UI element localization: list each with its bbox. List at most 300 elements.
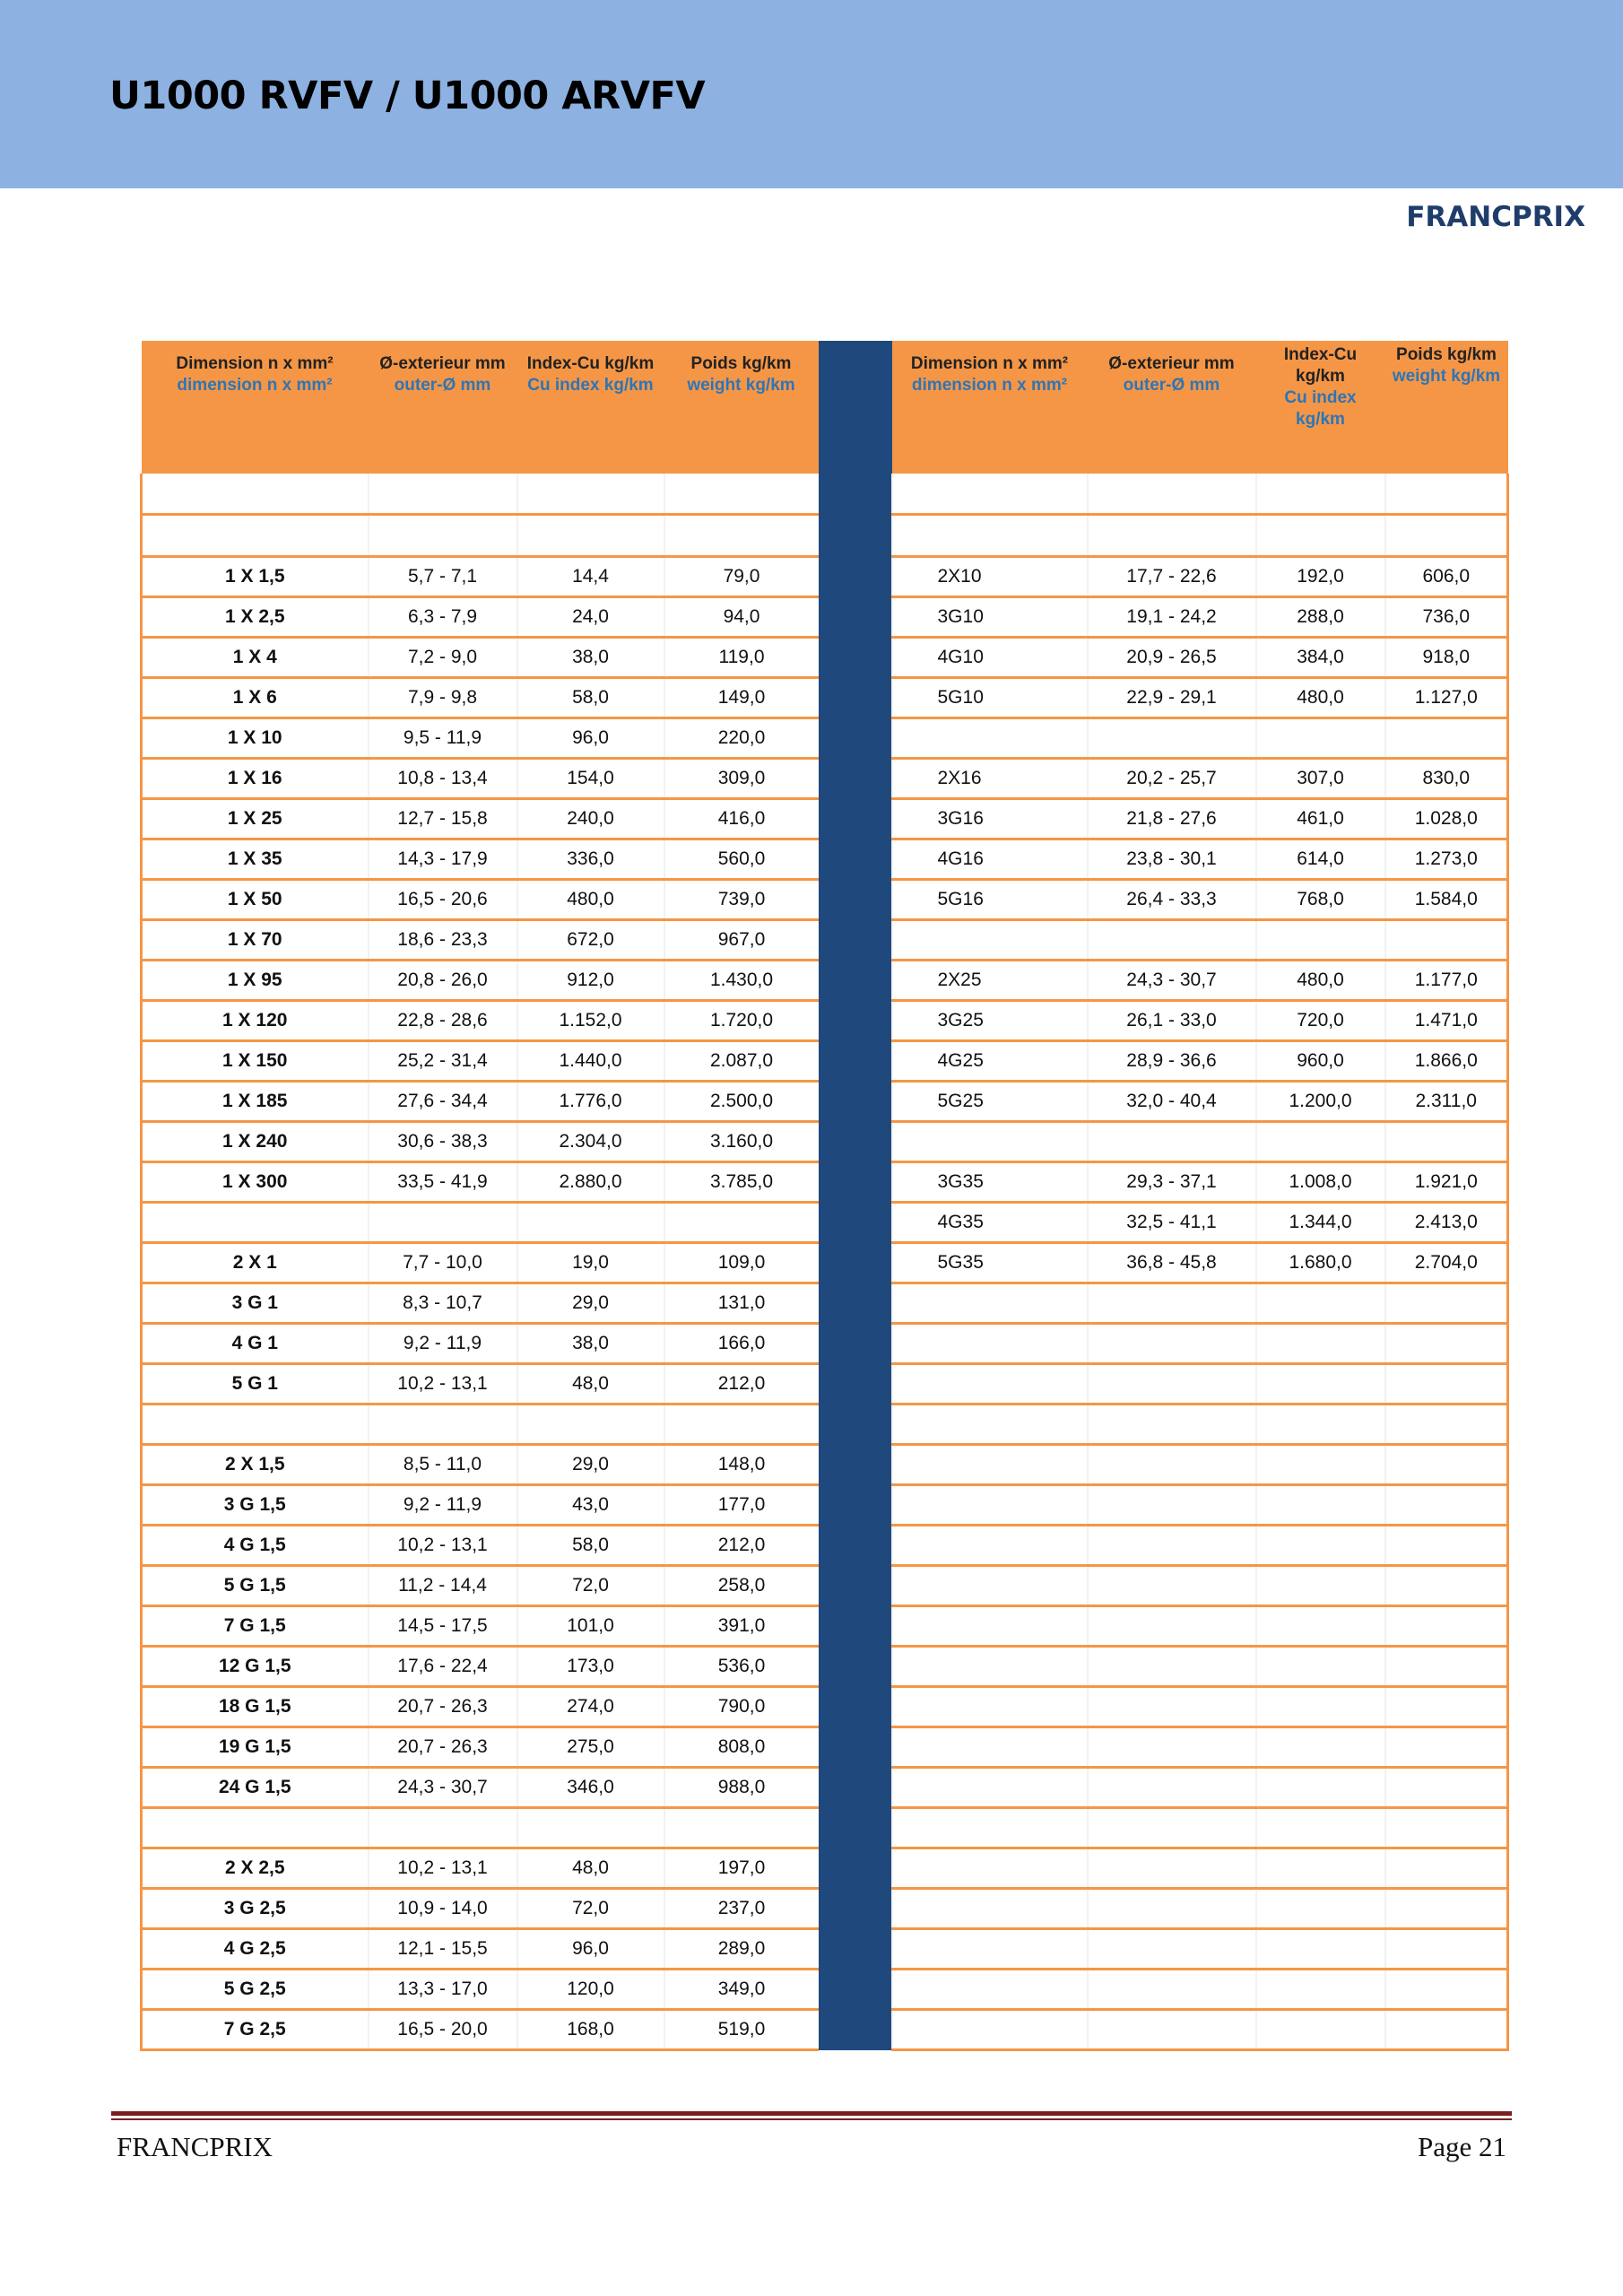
column-separator-cell [819, 1405, 892, 1445]
cell-cu-index: 275,0 [517, 1727, 664, 1768]
cell-outer-diameter-right [1088, 1566, 1256, 1606]
cell-weight-right [1385, 1889, 1508, 1929]
cell-outer-diameter: 24,3 - 30,7 [369, 1768, 517, 1808]
cell-cu-index-right: 480,0 [1256, 961, 1385, 1001]
cell-dimension: 1 X 50 [142, 880, 369, 920]
cell-dimension-right [892, 1485, 1088, 1526]
table-row [142, 1566, 1508, 1606]
cell-dimension-right [892, 1889, 1088, 1929]
column-separator-cell [819, 1041, 892, 1082]
cell-outer-diameter: 11,2 - 14,4 [369, 1566, 517, 1606]
cell-cu-index-right: 192,0 [1256, 557, 1385, 597]
cell-cu-index-right: 288,0 [1256, 597, 1385, 638]
cell-cu-index-right: 614,0 [1256, 839, 1385, 880]
cell-outer-diameter: 9,5 - 11,9 [369, 718, 517, 759]
cell-cu-index: 72,0 [517, 1889, 664, 1929]
table-row [142, 1889, 1508, 1929]
cell-dimension-right [892, 1122, 1088, 1162]
column-separator-cell [819, 1082, 892, 1122]
cell-dimension-right: 4G35 [892, 1203, 1088, 1243]
footer-brand: FRANCPRIX [117, 2131, 273, 2162]
cable-spec-table [140, 341, 1509, 2051]
cell-dimension-right [892, 1647, 1088, 1687]
column-separator-cell [819, 1203, 892, 1243]
column-separator-cell [819, 1243, 892, 1283]
cell-dimension: 2 X 2,5 [142, 1848, 369, 1889]
cell-dimension-right [892, 1687, 1088, 1727]
cell-cu-index: 274,0 [517, 1687, 664, 1727]
cell-dimension-right: 3G10 [892, 597, 1088, 638]
cell-outer-diameter-right [1088, 1647, 1256, 1687]
cell-cu-index-right: 1.008,0 [1256, 1162, 1385, 1203]
cell-cu-index: 72,0 [517, 1566, 664, 1606]
header-cu-index-right [1256, 341, 1385, 474]
cell-outer-diameter-right [1088, 1929, 1256, 1970]
cell-dimension-right [892, 1929, 1088, 1970]
cell-cu-index: 120,0 [517, 1970, 664, 2010]
cell-outer-diameter [369, 1808, 517, 1848]
header-dimension-en: dimension n x mm² [177, 376, 333, 395]
cell-cu-index [517, 1203, 664, 1243]
cell-outer-diameter: 25,2 - 31,4 [369, 1041, 517, 1082]
cell-cu-index: 1.152,0 [517, 1001, 664, 1041]
table-row [142, 1526, 1508, 1566]
column-separator-cell [819, 799, 892, 839]
cell-outer-diameter: 22,8 - 28,6 [369, 1001, 517, 1041]
cell-weight-right: 1.127,0 [1385, 678, 1508, 718]
cell-dimension [142, 1203, 369, 1243]
header-outer-diameter-fr: Ø-exterieur mm [379, 354, 506, 373]
cell-outer-diameter-right: 24,3 - 30,7 [1088, 961, 1256, 1001]
column-separator-cell [819, 515, 892, 557]
cell-weight: 560,0 [664, 839, 819, 880]
cell-cu-index-right [1256, 1929, 1385, 1970]
table-row [142, 515, 1508, 557]
cell-cu-index-right: 1.344,0 [1256, 1203, 1385, 1243]
header-outer-diameter-en: outer-Ø mm [394, 376, 491, 395]
cell-outer-diameter-right [1088, 474, 1256, 515]
cell-weight-right [1385, 2010, 1508, 2050]
cell-outer-diameter-right: 20,2 - 25,7 [1088, 759, 1256, 799]
cell-outer-diameter-right [1088, 1283, 1256, 1324]
cell-dimension-right [892, 718, 1088, 759]
cell-weight: 177,0 [664, 1485, 819, 1526]
cell-outer-diameter: 10,2 - 13,1 [369, 1364, 517, 1405]
cell-outer-diameter-right [1088, 718, 1256, 759]
cell-dimension-right [892, 1445, 1088, 1485]
cell-outer-diameter-right [1088, 1122, 1256, 1162]
table-row [142, 1929, 1508, 1970]
table-row [142, 557, 1508, 597]
cell-weight: 739,0 [664, 880, 819, 920]
table-row [142, 1324, 1508, 1364]
column-separator-cell [819, 1970, 892, 2010]
table-row [142, 920, 1508, 961]
table-row [142, 839, 1508, 880]
cell-outer-diameter: 18,6 - 23,3 [369, 920, 517, 961]
cell-weight: 808,0 [664, 1727, 819, 1768]
cell-weight: 967,0 [664, 920, 819, 961]
cell-outer-diameter-right [1088, 515, 1256, 557]
cell-weight: 289,0 [664, 1929, 819, 1970]
cell-outer-diameter: 6,3 - 7,9 [369, 597, 517, 638]
column-separator-cell [819, 1283, 892, 1324]
cell-outer-diameter: 10,2 - 13,1 [369, 1526, 517, 1566]
cell-weight-right: 606,0 [1385, 557, 1508, 597]
cell-outer-diameter: 20,7 - 26,3 [369, 1687, 517, 1727]
cell-dimension: 19 G 1,5 [142, 1727, 369, 1768]
footer-rule-thin [111, 2118, 1512, 2120]
column-separator-cell [819, 678, 892, 718]
cell-dimension: 3 G 1 [142, 1283, 369, 1324]
table-body [142, 474, 1508, 2050]
cell-cu-index-right: 480,0 [1256, 678, 1385, 718]
cell-cu-index: 2.880,0 [517, 1162, 664, 1203]
cell-weight-right: 1.866,0 [1385, 1041, 1508, 1082]
cell-outer-diameter: 14,5 - 17,5 [369, 1606, 517, 1647]
cell-weight: 536,0 [664, 1647, 819, 1687]
cell-outer-diameter-right: 20,9 - 26,5 [1088, 638, 1256, 678]
cell-dimension [142, 1808, 369, 1848]
header-cu-index-right-en: Cu index kg/km [1284, 388, 1357, 429]
cell-weight-right [1385, 515, 1508, 557]
cell-cu-index: 1.776,0 [517, 1082, 664, 1122]
column-separator-cell [819, 557, 892, 597]
cell-dimension: 1 X 120 [142, 1001, 369, 1041]
column-separator-cell [819, 1445, 892, 1485]
cell-weight-right [1385, 1122, 1508, 1162]
cell-weight-right: 918,0 [1385, 638, 1508, 678]
cell-dimension: 3 G 1,5 [142, 1485, 369, 1526]
cell-dimension: 7 G 2,5 [142, 2010, 369, 2050]
table-row [142, 638, 1508, 678]
cell-dimension: 1 X 300 [142, 1162, 369, 1203]
cell-weight-right [1385, 1324, 1508, 1364]
cell-cu-index: 101,0 [517, 1606, 664, 1647]
cell-weight-right [1385, 1485, 1508, 1526]
cell-cu-index-right: 1.200,0 [1256, 1082, 1385, 1122]
cell-weight: 1.430,0 [664, 961, 819, 1001]
cell-dimension: 1 X 35 [142, 839, 369, 880]
cell-weight-right [1385, 1647, 1508, 1687]
cell-dimension: 2 X 1 [142, 1243, 369, 1283]
cell-dimension: 7 G 1,5 [142, 1606, 369, 1647]
header-weight-right-fr: Poids kg/km [1396, 345, 1497, 364]
cell-cu-index: 29,0 [517, 1283, 664, 1324]
column-separator-cell [819, 597, 892, 638]
cell-dimension: 1 X 240 [142, 1122, 369, 1162]
cell-cu-index-right [1256, 1485, 1385, 1526]
column-separator-cell [819, 1324, 892, 1364]
cell-outer-diameter: 9,2 - 11,9 [369, 1324, 517, 1364]
cell-dimension-right [892, 1526, 1088, 1566]
cell-cu-index: 29,0 [517, 1445, 664, 1485]
cell-weight: 131,0 [664, 1283, 819, 1324]
table-row [142, 718, 1508, 759]
cell-outer-diameter-right [1088, 1848, 1256, 1889]
cell-weight-right [1385, 1768, 1508, 1808]
cell-cu-index: 38,0 [517, 1324, 664, 1364]
column-separator-cell [819, 1687, 892, 1727]
cell-dimension-right: 4G10 [892, 638, 1088, 678]
header-weight-en: weight kg/km [687, 376, 795, 395]
cell-dimension-right: 2X25 [892, 961, 1088, 1001]
cell-cu-index: 672,0 [517, 920, 664, 961]
cell-dimension: 4 G 1 [142, 1324, 369, 1364]
column-separator-cell [819, 474, 892, 515]
table-row [142, 597, 1508, 638]
table-row [142, 1485, 1508, 1526]
table-row [142, 1162, 1508, 1203]
cell-weight-right [1385, 920, 1508, 961]
cell-outer-diameter [369, 1203, 517, 1243]
cell-outer-diameter: 16,5 - 20,0 [369, 2010, 517, 2050]
cell-outer-diameter-right [1088, 1445, 1256, 1485]
cell-weight: 109,0 [664, 1243, 819, 1283]
cell-dimension: 1 X 1,5 [142, 557, 369, 597]
cell-cu-index [517, 474, 664, 515]
cell-cu-index-right [1256, 1848, 1385, 1889]
table-row [142, 1768, 1508, 1808]
cell-dimension: 1 X 4 [142, 638, 369, 678]
cell-weight-right [1385, 1687, 1508, 1727]
cell-weight-right: 1.921,0 [1385, 1162, 1508, 1203]
table-row [142, 1687, 1508, 1727]
cell-dimension-right [892, 920, 1088, 961]
table-header-row [142, 341, 1508, 474]
cell-dimension-right: 5G25 [892, 1082, 1088, 1122]
cell-weight [664, 474, 819, 515]
cell-cu-index-right: 768,0 [1256, 880, 1385, 920]
header-outer-diameter [369, 341, 517, 474]
cell-cu-index-right [1256, 1566, 1385, 1606]
cell-outer-diameter: 20,8 - 26,0 [369, 961, 517, 1001]
cell-outer-diameter-right [1088, 1889, 1256, 1929]
cell-cu-index-right [1256, 2010, 1385, 2050]
cell-weight: 2.500,0 [664, 1082, 819, 1122]
cell-weight [664, 1808, 819, 1848]
cell-outer-diameter-right [1088, 1364, 1256, 1405]
cell-cu-index-right [1256, 1687, 1385, 1727]
cell-outer-diameter-right [1088, 1768, 1256, 1808]
cell-cu-index: 96,0 [517, 1929, 664, 1970]
column-separator [819, 341, 892, 474]
page-number: Page 21 [1417, 2131, 1506, 2162]
cell-weight: 3.160,0 [664, 1122, 819, 1162]
table-row [142, 1445, 1508, 1485]
cell-cu-index-right [1256, 920, 1385, 961]
cell-cu-index-right: 384,0 [1256, 638, 1385, 678]
cell-weight: 94,0 [664, 597, 819, 638]
cell-dimension: 1 X 2,5 [142, 597, 369, 638]
cell-weight: 258,0 [664, 1566, 819, 1606]
cell-weight: 148,0 [664, 1445, 819, 1485]
cell-weight: 197,0 [664, 1848, 819, 1889]
cell-dimension-right [892, 1970, 1088, 2010]
cell-outer-diameter-right: 28,9 - 36,6 [1088, 1041, 1256, 1082]
cell-outer-diameter-right: 17,7 - 22,6 [1088, 557, 1256, 597]
cell-dimension: 3 G 2,5 [142, 1889, 369, 1929]
cell-weight: 519,0 [664, 2010, 819, 2050]
cell-dimension: 4 G 2,5 [142, 1929, 369, 1970]
cell-weight-right [1385, 1929, 1508, 1970]
cell-cu-index: 240,0 [517, 799, 664, 839]
cell-dimension: 5 G 1,5 [142, 1566, 369, 1606]
column-separator-cell [819, 1647, 892, 1687]
cell-weight: 309,0 [664, 759, 819, 799]
cell-weight-right [1385, 1606, 1508, 1647]
header-outer-diameter-right-fr: Ø-exterieur mm [1108, 354, 1235, 373]
cell-weight-right [1385, 1445, 1508, 1485]
cell-weight-right [1385, 1566, 1508, 1606]
cell-outer-diameter: 10,8 - 13,4 [369, 759, 517, 799]
cell-outer-diameter-right: 26,4 - 33,3 [1088, 880, 1256, 920]
cell-dimension-right: 5G10 [892, 678, 1088, 718]
cell-outer-diameter-right: 29,3 - 37,1 [1088, 1162, 1256, 1203]
header-dimension-right [892, 341, 1088, 474]
table-row [142, 1647, 1508, 1687]
cell-outer-diameter: 8,5 - 11,0 [369, 1445, 517, 1485]
cell-weight-right: 830,0 [1385, 759, 1508, 799]
table-row [142, 474, 1508, 515]
cell-dimension [142, 474, 369, 515]
cell-outer-diameter: 10,2 - 13,1 [369, 1848, 517, 1889]
cell-weight: 790,0 [664, 1687, 819, 1727]
cell-cu-index: 43,0 [517, 1485, 664, 1526]
cell-cu-index [517, 515, 664, 557]
cell-cu-index: 48,0 [517, 1848, 664, 1889]
cell-dimension: 5 G 1 [142, 1364, 369, 1405]
cell-cu-index: 173,0 [517, 1647, 664, 1687]
cell-outer-diameter-right: 32,0 - 40,4 [1088, 1082, 1256, 1122]
header-weight-right-en: weight kg/km [1392, 367, 1501, 386]
cell-weight-right [1385, 1405, 1508, 1445]
cell-outer-diameter: 20,7 - 26,3 [369, 1727, 517, 1768]
cell-cu-index: 480,0 [517, 880, 664, 920]
cell-outer-diameter-right [1088, 1606, 1256, 1647]
cell-weight: 166,0 [664, 1324, 819, 1364]
cell-cu-index-right [1256, 1405, 1385, 1445]
cell-weight: 149,0 [664, 678, 819, 718]
cell-dimension: 1 X 150 [142, 1041, 369, 1082]
cell-dimension: 4 G 1,5 [142, 1526, 369, 1566]
cell-outer-diameter: 9,2 - 11,9 [369, 1485, 517, 1526]
cell-outer-diameter-right: 36,8 - 45,8 [1088, 1243, 1256, 1283]
table-row [142, 2010, 1508, 2050]
cell-outer-diameter: 16,5 - 20,6 [369, 880, 517, 920]
cell-weight: 220,0 [664, 718, 819, 759]
cell-cu-index: 2.304,0 [517, 1122, 664, 1162]
cell-outer-diameter-right: 21,8 - 27,6 [1088, 799, 1256, 839]
cell-dimension: 1 X 25 [142, 799, 369, 839]
footer-rule [111, 2111, 1512, 2116]
cell-weight-right [1385, 1848, 1508, 1889]
cell-outer-diameter: 27,6 - 34,4 [369, 1082, 517, 1122]
cell-dimension-right [892, 1324, 1088, 1364]
column-separator-cell [819, 1485, 892, 1526]
cell-outer-diameter-right: 22,9 - 29,1 [1088, 678, 1256, 718]
cell-weight-right: 2.704,0 [1385, 1243, 1508, 1283]
cell-outer-diameter-right [1088, 1324, 1256, 1364]
cell-weight: 2.087,0 [664, 1041, 819, 1082]
cell-dimension: 12 G 1,5 [142, 1647, 369, 1687]
header-dimension-right-en: dimension n x mm² [911, 376, 1068, 395]
cell-dimension-right: 3G35 [892, 1162, 1088, 1203]
column-separator-cell [819, 1727, 892, 1768]
column-separator-cell [819, 1364, 892, 1405]
cell-cu-index: 48,0 [517, 1364, 664, 1405]
cell-cu-index-right [1256, 1122, 1385, 1162]
cell-outer-diameter: 13,3 - 17,0 [369, 1970, 517, 2010]
column-separator-cell [819, 839, 892, 880]
table-row [142, 799, 1508, 839]
cell-dimension-right [892, 1848, 1088, 1889]
cell-weight: 1.720,0 [664, 1001, 819, 1041]
column-separator-cell [819, 1122, 892, 1162]
cell-weight [664, 1405, 819, 1445]
table-row [142, 1082, 1508, 1122]
page-title: U1000 RVFV / U1000 ARVFV [109, 74, 706, 118]
cell-dimension-right [892, 1768, 1088, 1808]
cell-cu-index-right: 307,0 [1256, 759, 1385, 799]
cell-dimension-right [892, 1566, 1088, 1606]
cell-dimension-right: 3G16 [892, 799, 1088, 839]
column-separator-cell [819, 1566, 892, 1606]
cell-dimension [142, 515, 369, 557]
cell-dimension: 1 X 16 [142, 759, 369, 799]
cell-cu-index: 346,0 [517, 1768, 664, 1808]
cell-weight-right [1385, 1364, 1508, 1405]
cell-cu-index-right [1256, 515, 1385, 557]
cell-cu-index-right [1256, 718, 1385, 759]
cell-weight-right: 1.028,0 [1385, 799, 1508, 839]
column-separator-cell [819, 961, 892, 1001]
brand-label: FRANCPRIX [1406, 201, 1585, 233]
cell-dimension: 1 X 6 [142, 678, 369, 718]
cell-outer-diameter [369, 515, 517, 557]
cell-cu-index: 154,0 [517, 759, 664, 799]
cell-dimension-right: 4G25 [892, 1041, 1088, 1082]
cell-outer-diameter [369, 474, 517, 515]
cell-dimension-right: 2X16 [892, 759, 1088, 799]
header-dimension [142, 341, 369, 474]
table-row [142, 1203, 1508, 1243]
table-row [142, 880, 1508, 920]
table-row [142, 1970, 1508, 2010]
header-cu-index [517, 341, 664, 474]
cell-dimension: 1 X 70 [142, 920, 369, 961]
column-separator-cell [819, 638, 892, 678]
cell-cu-index: 1.440,0 [517, 1041, 664, 1082]
cell-outer-diameter: 30,6 - 38,3 [369, 1122, 517, 1162]
cell-cu-index: 19,0 [517, 1243, 664, 1283]
cell-outer-diameter-right [1088, 920, 1256, 961]
cell-cu-index-right: 461,0 [1256, 799, 1385, 839]
cell-outer-diameter-right [1088, 1727, 1256, 1768]
header-outer-diameter-right-en: outer-Ø mm [1123, 376, 1220, 395]
cell-outer-diameter: 7,9 - 9,8 [369, 678, 517, 718]
cell-weight-right: 1.273,0 [1385, 839, 1508, 880]
cell-dimension-right [892, 1606, 1088, 1647]
table-row [142, 1001, 1508, 1041]
cell-weight-right [1385, 1727, 1508, 1768]
cell-dimension: 18 G 1,5 [142, 1687, 369, 1727]
cell-cu-index: 912,0 [517, 961, 664, 1001]
cell-dimension-right: 2X10 [892, 557, 1088, 597]
cell-dimension: 24 G 1,5 [142, 1768, 369, 1808]
table-row [142, 1727, 1508, 1768]
cell-cu-index: 58,0 [517, 678, 664, 718]
